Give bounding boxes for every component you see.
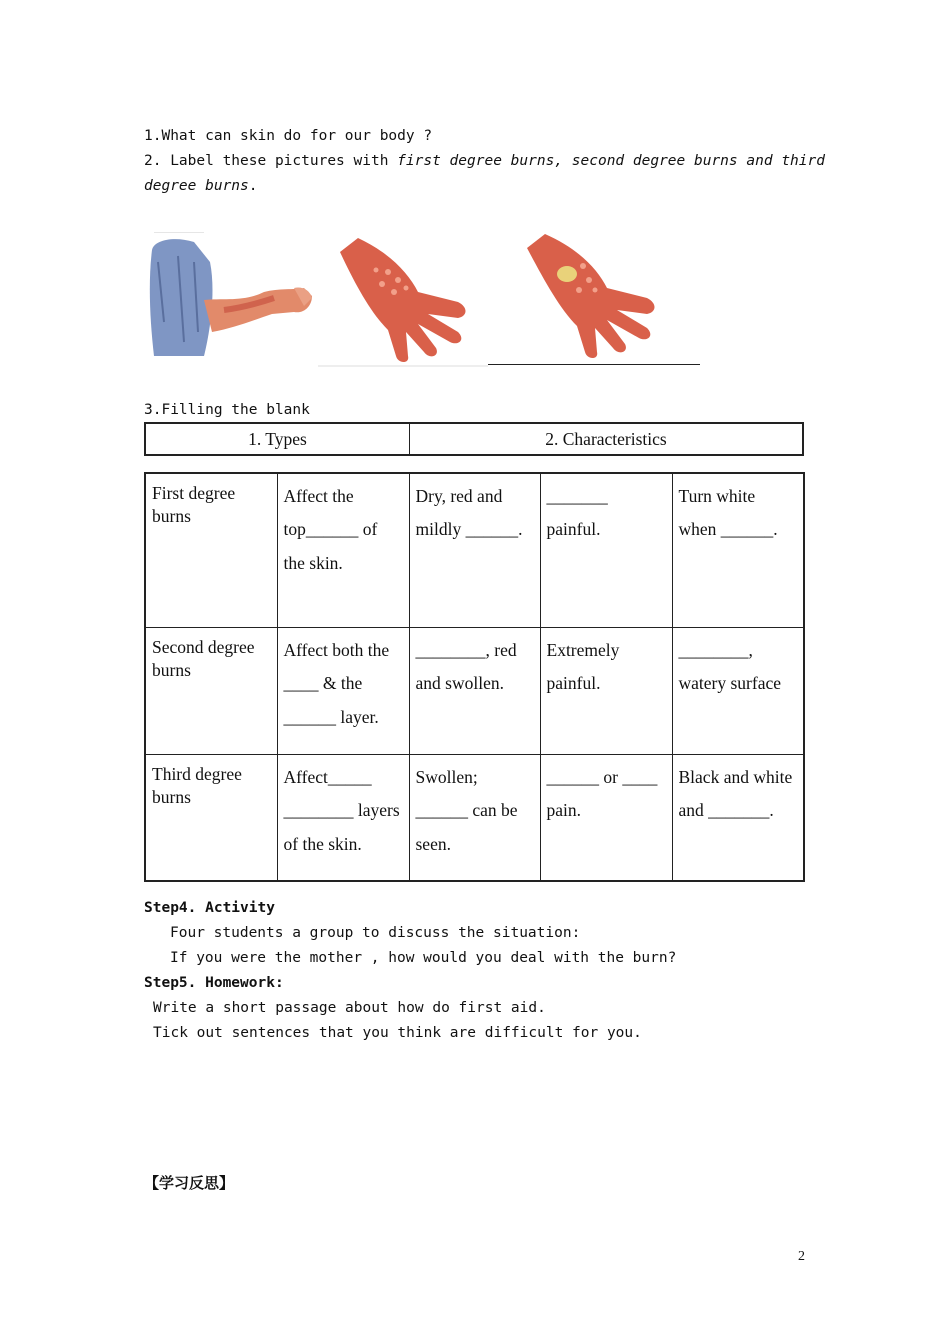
q2-and: and [737, 153, 782, 169]
step4-title: Step4. Activity [144, 900, 275, 916]
type-cell: First degree burns [145, 473, 277, 628]
characteristic-cell: Black and white and _______. [672, 755, 804, 882]
header-table [144, 422, 804, 456]
table-row [145, 473, 804, 628]
step5-line1: Write a short passage about how do first aid. [153, 1000, 546, 1016]
header-characteristics: 2. Characteristics [545, 428, 667, 449]
type-cell: Second degree burns [145, 628, 277, 755]
q2-degree-burns: degree burns [144, 178, 249, 194]
step4-line1: Four students a group to discuss the situation: [170, 925, 581, 941]
step4-line2: If you were the mother , how would you deal with the burn? [170, 950, 677, 966]
characteristic-cell: Affect both the ____ & the ______ layer. [277, 628, 409, 755]
step5-line2: Tick out sentences that you think are difficult for you. [153, 1025, 642, 1041]
question-1: 1.What can skin do for our body ? [144, 128, 433, 144]
characteristic-cell: Affect the top______ of the skin. [277, 473, 409, 628]
characteristic-cell: Turn white when ______. [672, 473, 804, 628]
hand-severe-burn-picture [505, 232, 685, 360]
q2-first-degree: first degree burns, [397, 153, 564, 169]
page-number: 2 [798, 1249, 805, 1264]
step5-title: Step5. Homework: [144, 975, 284, 991]
type-cell: Third degree burns [145, 755, 277, 882]
question-2-line2 [144, 178, 258, 194]
characteristic-cell: _______ painful. [540, 473, 672, 628]
reflection-heading: 【学习反思】 [144, 1174, 235, 1192]
q2-period: . [248, 178, 258, 194]
hand-burn-picture [318, 232, 488, 368]
characteristic-cell: Extremely painful. [540, 628, 672, 755]
characteristic-cell: Dry, red and mildly ______. [409, 473, 540, 628]
characteristic-cell: ______ or ____ pain. [540, 755, 672, 882]
table-row [145, 628, 804, 755]
fill-title: 3.Filling the blank [144, 402, 310, 418]
answer-line [488, 364, 700, 365]
characteristic-cell: ________, red and swollen. [409, 628, 540, 755]
characteristic-cell: Swollen; ______ can be seen. [409, 755, 540, 882]
q2-text: 2. Label these pictures with [144, 153, 398, 169]
q2-second-degree: second degree burns [563, 153, 738, 169]
question-2 [144, 153, 825, 169]
characteristic-cell: Affect_____ ________ layers of the skin. [277, 755, 409, 882]
burns-table [144, 472, 805, 882]
table-row [145, 755, 804, 882]
arm-burn-picture [144, 232, 316, 360]
characteristic-cell: ________, watery surface [672, 628, 804, 755]
header-types: 1. Types [146, 424, 410, 454]
q2-third: third [781, 153, 825, 169]
